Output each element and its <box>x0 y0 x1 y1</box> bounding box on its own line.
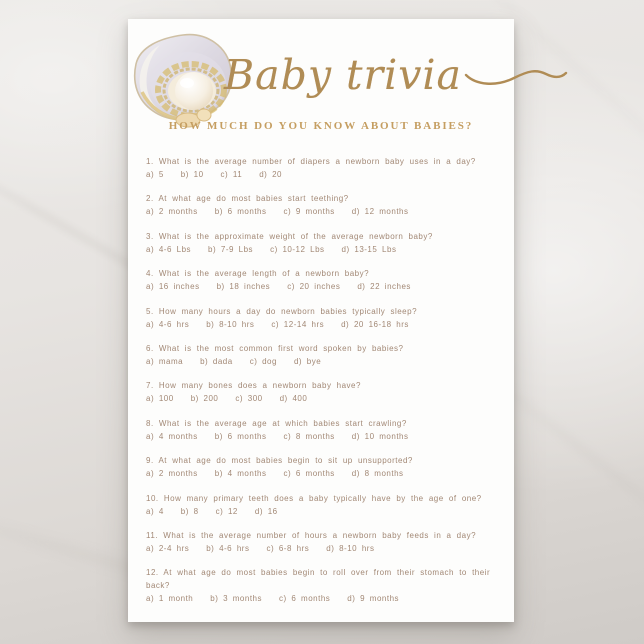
answer-options <box>146 592 504 605</box>
question-number: 6. <box>146 343 154 353</box>
answer-option: a) 2-4 hrs <box>146 543 190 553</box>
answer-option: c) 20 inches <box>287 282 341 292</box>
answer-option: c) 6 months <box>283 469 335 479</box>
question-block <box>146 342 504 368</box>
card-subtitle: HOW MUCH DO YOU KNOW ABOUT BABIES? <box>168 120 474 132</box>
question-number: 7. <box>146 381 154 391</box>
question-label: How many primary teeth does a baby typically have by the age of one? <box>163 493 482 503</box>
question-label: What is the approximate weight of the average newborn baby? <box>158 231 433 241</box>
question-block <box>146 417 504 443</box>
question-text <box>146 529 504 542</box>
question-text <box>146 492 504 505</box>
answer-option: a) 2 months <box>146 469 198 479</box>
question-label: What is the average number of diapers a newborn baby uses in a day? <box>158 157 476 166</box>
answer-option: d) 8 months <box>351 469 404 479</box>
question-number: 10. <box>146 493 159 503</box>
answer-option: b) 3 months <box>210 594 262 604</box>
answer-options <box>146 392 504 405</box>
question-number: 9. <box>146 456 154 466</box>
answer-option: c) 6-8 hrs <box>266 543 310 553</box>
question-block <box>146 379 504 405</box>
answer-option: d) 20 <box>259 170 282 179</box>
question-block <box>146 454 504 480</box>
trivia-card <box>128 19 514 622</box>
answer-option: a) 2 months <box>146 207 198 217</box>
answer-option: c) dog <box>249 356 277 366</box>
oyster-shell-pearl-icon <box>130 32 236 128</box>
question-number: 8. <box>146 418 154 428</box>
answer-options <box>146 168 504 181</box>
question-text <box>146 155 504 168</box>
question-label: At what age do most babies start teething? <box>158 194 349 204</box>
question-text <box>146 379 504 392</box>
answer-option: c) 9 months <box>283 207 335 217</box>
question-number: 3. <box>146 231 154 241</box>
question-number: 5. <box>146 306 154 316</box>
answer-option: c) 8 months <box>283 431 335 441</box>
answer-option: c) 11 <box>220 170 243 179</box>
answer-option: b) 7-9 Lbs <box>208 244 254 254</box>
question-text <box>146 342 504 355</box>
answer-option: d) 9 months <box>347 594 400 604</box>
question-block <box>146 230 504 256</box>
answer-options <box>146 542 504 555</box>
answer-option: a) mama <box>146 356 184 366</box>
question-label: How many hours a day do newborn babies typically sleep? <box>158 306 418 316</box>
answer-options <box>146 355 504 368</box>
answer-option: b) 10 <box>180 170 204 179</box>
answer-option: d) 12 months <box>351 207 409 217</box>
answer-option: c) 300 <box>235 394 263 404</box>
answer-options <box>146 243 504 256</box>
question-block <box>146 566 504 605</box>
answer-option: a) 4 <box>146 506 164 516</box>
answer-options <box>146 505 504 518</box>
answer-options <box>146 318 504 331</box>
question-block <box>146 155 504 181</box>
answer-option: d) 400 <box>279 394 308 404</box>
answer-option: c) 12 <box>215 506 238 516</box>
question-text <box>146 305 504 318</box>
answer-options <box>146 280 504 293</box>
answer-option: c) 10-12 Lbs <box>270 244 325 254</box>
answer-option: d) 22 inches <box>357 282 411 292</box>
question-text <box>146 192 504 205</box>
answer-options <box>146 430 504 443</box>
answer-option: a) 1 month <box>146 594 194 604</box>
answer-option: a) 5 <box>146 170 164 179</box>
question-block <box>146 305 504 331</box>
answer-option: b) 18 inches <box>216 282 271 292</box>
answer-option: b) 6 months <box>214 207 267 217</box>
question-text <box>146 230 504 243</box>
answer-option: d) 13-15 Lbs <box>341 244 397 254</box>
answer-option: b) 8 <box>180 506 199 516</box>
question-block <box>146 492 504 518</box>
question-label: What is the most common first word spoken by babies? <box>158 343 404 353</box>
answer-options <box>146 205 504 218</box>
answer-option: b) dada <box>200 356 233 366</box>
question-number: 1. <box>146 157 154 166</box>
question-number: 12. <box>146 568 159 578</box>
question-text <box>146 566 504 592</box>
answer-option: b) 6 months <box>214 431 267 441</box>
answer-option: a) 16 inches <box>146 282 200 292</box>
answer-option: b) 200 <box>190 394 219 404</box>
question-label: What is the average number of hours a newborn baby feeds in a day? <box>163 530 477 540</box>
answer-option: b) 8-10 hrs <box>206 319 255 329</box>
question-block <box>146 267 504 293</box>
answer-option: d) 20 16-18 hrs <box>341 319 409 329</box>
answer-option: d) 10 months <box>351 431 409 441</box>
question-text <box>146 454 504 467</box>
question-label: What is the average length of a newborn baby? <box>158 269 370 279</box>
answer-option: a) 4 months <box>146 431 198 441</box>
answer-option: d) 16 <box>254 506 278 516</box>
answer-option: b) 4-6 hrs <box>206 543 250 553</box>
answer-option: a) 100 <box>146 394 174 404</box>
baby-trivia-title: Baby trivia <box>224 51 462 99</box>
script-swash-icon <box>464 62 568 88</box>
question-label: How many bones does a newborn baby have? <box>158 381 361 391</box>
answer-option: b) 4 months <box>214 469 267 479</box>
title-row <box>224 53 568 98</box>
answer-option: a) 4-6 Lbs <box>146 244 192 254</box>
question-label: What is the average age at which babies start crawling? <box>158 418 407 428</box>
question-number: 2. <box>146 194 154 204</box>
answer-option: c) 12-14 hrs <box>271 319 325 329</box>
question-block <box>146 529 504 555</box>
question-label: At what age do most babies begin to roll over from their stomach to their back? <box>146 568 491 591</box>
question-list <box>146 155 504 617</box>
question-block <box>146 192 504 218</box>
answer-option: d) bye <box>293 356 322 366</box>
question-number: 11. <box>146 530 159 540</box>
answer-option: a) 4-6 hrs <box>146 319 190 329</box>
answer-option: d) 8-10 hrs <box>326 543 375 553</box>
question-text <box>146 267 504 280</box>
question-label: At what age do most babies begin to sit up unsupported? <box>158 456 413 466</box>
answer-option: c) 6 months <box>279 594 331 604</box>
question-text <box>146 417 504 430</box>
question-number: 4. <box>146 269 154 279</box>
answer-options <box>146 467 504 480</box>
